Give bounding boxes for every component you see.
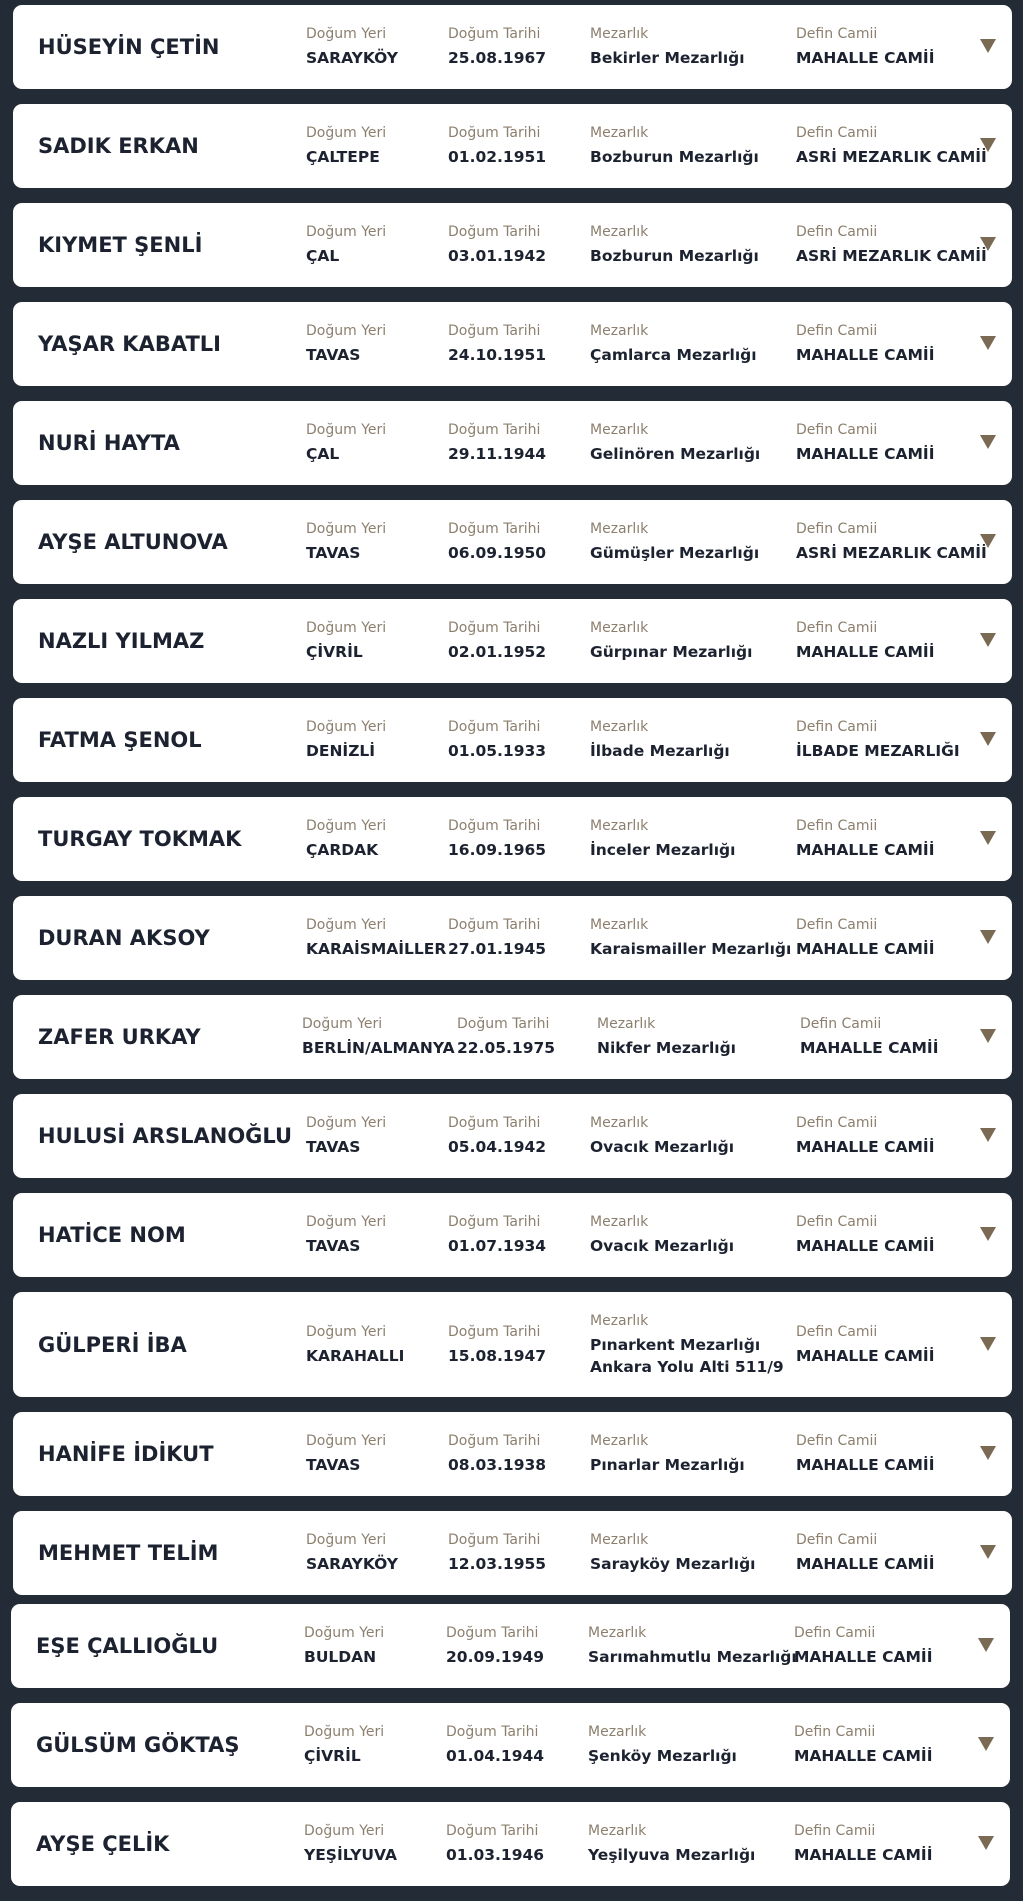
cemetery-value: Yeşilyuva Mezarlığı (588, 1846, 756, 1864)
mosque-label: Defin Camii (796, 719, 878, 735)
birthdate-field (448, 1432, 546, 1476)
expand-arrow-icon[interactable] (978, 1836, 994, 1850)
expand-arrow-icon[interactable] (980, 39, 996, 53)
record-card[interactable] (11, 1703, 1010, 1787)
mosque-value: MAHALLE CAMİİ (796, 841, 935, 859)
record-card[interactable] (13, 1193, 1012, 1277)
birthplace-value: TAVAS (306, 346, 361, 364)
birthdate-field (448, 1531, 546, 1575)
birthdate-value: 01.02.1951 (448, 148, 547, 166)
cemetery-field (590, 421, 760, 465)
record-card[interactable] (13, 401, 1012, 485)
birthdate-field (448, 817, 546, 861)
birthplace-value: ÇALTEPE (306, 148, 380, 166)
birthdate-value: 29.11.1944 (448, 445, 547, 463)
birthdate-field (446, 1822, 544, 1866)
mosque-label: Defin Camii (794, 1724, 876, 1740)
birthplace-label: Doğum Yeri (304, 1625, 385, 1641)
cemetery-label: Mezarlık (590, 1115, 649, 1131)
birthdate-field (448, 124, 546, 168)
cemetery-value: Pınarlar Mezarlığı (590, 1456, 745, 1474)
cemetery-field (590, 1432, 745, 1476)
birthdate-label: Doğum Tarihi (446, 1625, 539, 1641)
deceased-name: HATİCE NOM (38, 1223, 186, 1247)
cemetery-value: Ovacık Mezarlığı (590, 1237, 735, 1255)
birthdate-label: Doğum Tarihi (446, 1724, 539, 1740)
cemetery-label: Mezarlık (588, 1823, 647, 1839)
cemetery-field (590, 25, 745, 69)
mosque-label: Defin Camii (796, 521, 878, 537)
mosque-field (796, 1531, 934, 1575)
cemetery-value: Nikfer Mezarlığı (597, 1039, 736, 1057)
birthplace-label: Doğum Yeri (306, 521, 387, 537)
mosque-label: Defin Camii (796, 1214, 878, 1230)
mosque-label: Defin Camii (796, 125, 878, 141)
cemetery-label: Mezarlık (590, 1433, 649, 1449)
birthplace-value: ÇAL (306, 445, 340, 463)
birthdate-field (448, 322, 546, 366)
birthplace-value: ÇARDAK (306, 841, 379, 859)
birthplace-label: Doğum Yeri (306, 620, 387, 636)
deceased-name: SADIK ERKAN (38, 134, 199, 158)
cemetery-field (588, 1624, 797, 1668)
birthplace-value: ÇAL (306, 247, 340, 265)
deceased-name: HULUSİ ARSLANOĞLU (38, 1124, 293, 1148)
mosque-label: Defin Camii (796, 323, 878, 339)
birthplace-value: ÇİVRİL (304, 1747, 361, 1765)
birthdate-label: Doğum Tarihi (448, 620, 541, 636)
mosque-label: Defin Camii (796, 1433, 878, 1449)
birthdate-value: 01.03.1946 (446, 1846, 545, 1864)
cemetery-label: Mezarlık (590, 26, 649, 42)
birthdate-value: 12.03.1955 (448, 1555, 547, 1573)
cemetery-value: Pınarkent Mezarlığı (590, 1335, 761, 1354)
birthplace-value: ÇİVRİL (306, 643, 363, 661)
birthdate-field (448, 1114, 546, 1158)
cemetery-value: Gelinören Mezarlığı (590, 445, 761, 463)
record-card[interactable] (13, 5, 1012, 89)
birthplace-label: Doğum Yeri (306, 719, 387, 735)
cemetery-label: Mezarlık (590, 620, 649, 636)
mosque-label: Defin Camii (794, 1823, 876, 1839)
mosque-value: MAHALLE CAMİİ (796, 940, 935, 958)
mosque-value: MAHALLE CAMİİ (796, 1237, 935, 1255)
cemetery-field (590, 916, 791, 960)
birthplace-field (306, 916, 446, 960)
mosque-label: Defin Camii (796, 1532, 878, 1548)
birthplace-label: Doğum Yeri (306, 818, 387, 834)
cemetery-label: Mezarlık (590, 224, 649, 240)
mosque-label: Defin Camii (800, 1016, 882, 1032)
birthplace-field (302, 1015, 455, 1059)
cemetery-field (590, 322, 757, 366)
birthdate-label: Doğum Tarihi (448, 125, 541, 141)
birthplace-label: Doğum Yeri (306, 323, 387, 339)
mosque-field (800, 1015, 938, 1059)
birthdate-field (448, 718, 546, 762)
birthdate-field (448, 1323, 546, 1367)
birthdate-value: 27.01.1945 (448, 940, 547, 958)
expand-arrow-icon[interactable] (980, 930, 996, 944)
birthplace-value: SARAYKÖY (306, 49, 398, 67)
birthplace-label: Doğum Yeri (306, 26, 387, 42)
expand-arrow-icon[interactable] (978, 1737, 994, 1751)
birthplace-label: Doğum Yeri (306, 1115, 387, 1131)
cemetery-label: Mezarlık (590, 1312, 649, 1329)
birthplace-field (306, 1114, 386, 1158)
mosque-value: MAHALLE CAMİİ (800, 1039, 939, 1057)
birthdate-value: 06.09.1950 (448, 544, 547, 562)
birthplace-label: Doğum Yeri (306, 1323, 387, 1340)
birthdate-label: Doğum Tarihi (448, 818, 541, 834)
birthplace-label: Doğum Yeri (302, 1016, 383, 1032)
birthplace-field (306, 817, 386, 861)
cemetery-field (590, 520, 759, 564)
mosque-value: ASRİ MEZARLIK CAMİİ (796, 247, 987, 265)
deceased-name: MEHMET TELİM (38, 1541, 219, 1565)
cemetery-value: İlbade Mezarlığı (590, 742, 730, 760)
birthplace-value: YEŞİLYUVA (304, 1846, 397, 1864)
expand-arrow-icon[interactable] (980, 435, 996, 449)
record-card[interactable] (13, 104, 1012, 188)
birthplace-value: BERLİN/ALMANYA (302, 1039, 455, 1057)
cemetery-value: Bozburun Mezarlığı (590, 247, 759, 265)
deceased-name: GÜLSÜM GÖKTAŞ (36, 1733, 240, 1757)
mosque-field (796, 817, 934, 861)
record-card[interactable] (13, 797, 1012, 881)
birthdate-field (448, 421, 546, 465)
birthdate-value: 24.10.1951 (448, 346, 547, 364)
mosque-field (796, 421, 934, 465)
cemetery-label: Mezarlık (590, 1532, 649, 1548)
mosque-label: Defin Camii (796, 1115, 878, 1131)
birthplace-label: Doğum Yeri (306, 1433, 387, 1449)
deceased-name: EŞE ÇALLIOĞLU (36, 1634, 219, 1658)
cemetery-field (590, 619, 752, 663)
record-card[interactable] (13, 698, 1012, 782)
birthplace-value: TAVAS (306, 544, 361, 562)
cemetery-value: Bozburun Mezarlığı (590, 148, 759, 166)
expand-arrow-icon[interactable] (980, 138, 996, 152)
cemetery-label: Mezarlık (590, 1214, 649, 1230)
birthdate-field (448, 619, 546, 663)
birthdate-value: 03.01.1942 (448, 247, 547, 265)
birthdate-field (448, 916, 546, 960)
birthdate-field (448, 223, 546, 267)
birthdate-label: Doğum Tarihi (446, 1823, 539, 1839)
mosque-field (796, 1213, 934, 1257)
expand-arrow-icon[interactable] (980, 633, 996, 647)
cemetery-field (590, 1312, 784, 1378)
mosque-value: MAHALLE CAMİİ (796, 346, 935, 364)
mosque-value: MAHALLE CAMİİ (796, 1346, 935, 1365)
birthplace-value: TAVAS (306, 1237, 361, 1255)
birthdate-label: Doğum Tarihi (448, 1115, 541, 1131)
birthplace-label: Doğum Yeri (306, 1532, 387, 1548)
birthdate-value: 22.05.1975 (457, 1039, 556, 1057)
mosque-field (796, 124, 987, 168)
birthplace-field (306, 718, 386, 762)
cemetery-value: Sarayköy Mezarlığı (590, 1555, 756, 1573)
birthdate-label: Doğum Tarihi (448, 224, 541, 240)
birthplace-field (306, 322, 386, 366)
expand-arrow-icon[interactable] (980, 237, 996, 251)
deceased-name: AYŞE ÇELİK (36, 1832, 170, 1856)
mosque-value: MAHALLE CAMİİ (796, 49, 935, 67)
record-card[interactable] (13, 1292, 1012, 1397)
birthdate-label: Doğum Tarihi (448, 1433, 541, 1449)
deceased-name: NAZLI YILMAZ (38, 629, 205, 653)
birthplace-label: Doğum Yeri (306, 125, 387, 141)
birthdate-value: 02.01.1952 (448, 643, 547, 661)
mosque-label: Defin Camii (796, 1323, 878, 1340)
mosque-value: ASRİ MEZARLIK CAMİİ (796, 148, 987, 166)
record-card[interactable] (13, 896, 1012, 980)
birthdate-field (446, 1723, 544, 1767)
cemetery-field (590, 718, 730, 762)
birthplace-field (304, 1822, 397, 1866)
birthplace-label: Doğum Yeri (306, 422, 387, 438)
expand-arrow-icon[interactable] (980, 831, 996, 845)
cemetery-field (590, 817, 735, 861)
cemetery-label: Mezarlık (590, 422, 649, 438)
birthplace-value: KARAİSMAİLLER (306, 940, 447, 958)
record-card[interactable] (13, 1412, 1012, 1496)
cemetery-field (590, 1114, 734, 1158)
cemetery-label: Mezarlık (590, 719, 649, 735)
birthplace-label: Doğum Yeri (304, 1823, 385, 1839)
deceased-name: GÜLPERİ İBA (38, 1332, 187, 1357)
record-card[interactable] (11, 1604, 1010, 1688)
birthplace-value: DENİZLİ (306, 742, 376, 760)
birthplace-field (304, 1723, 384, 1767)
mosque-value: MAHALLE CAMİİ (796, 1555, 935, 1573)
cemetery-field (597, 1015, 736, 1059)
birthplace-field (306, 124, 386, 168)
record-card[interactable] (13, 599, 1012, 683)
cemetery-label: Mezarlık (590, 917, 649, 933)
deceased-name: FATMA ŞENOL (38, 728, 202, 752)
cemetery-field (590, 124, 759, 168)
record-card[interactable] (13, 1094, 1012, 1178)
cemetery-field (590, 1531, 756, 1575)
mosque-field (796, 1432, 934, 1476)
birthplace-field (306, 1531, 398, 1575)
birthdate-field (446, 1624, 544, 1668)
mosque-field (796, 619, 934, 663)
birthplace-field (306, 520, 386, 564)
mosque-field (796, 223, 987, 267)
birthdate-value: 16.09.1965 (448, 841, 547, 859)
cemetery-field (588, 1822, 755, 1866)
mosque-label: Defin Camii (796, 26, 878, 42)
birthplace-label: Doğum Yeri (306, 224, 387, 240)
record-card[interactable] (13, 500, 1012, 584)
mosque-value: MAHALLE CAMİİ (794, 1747, 933, 1765)
birthdate-field (448, 25, 546, 69)
cemetery-label: Mezarlık (590, 818, 649, 834)
cemetery-value: Karaismailler Mezarlığı (590, 940, 792, 958)
birthplace-field (306, 1323, 404, 1367)
mosque-field (796, 322, 934, 366)
deceased-name: AYŞE ALTUNOVA (38, 530, 228, 554)
deceased-name: KIYMET ŞENLİ (38, 233, 203, 257)
birthdate-label: Doğum Tarihi (448, 1532, 541, 1548)
birthplace-value: SARAYKÖY (306, 1555, 398, 1573)
birthplace-field (306, 1213, 386, 1257)
birthplace-field (306, 223, 386, 267)
birthplace-value: BULDAN (304, 1648, 377, 1666)
birthdate-value: 20.09.1949 (446, 1648, 545, 1666)
birthplace-label: Doğum Yeri (304, 1724, 385, 1740)
mosque-field (796, 520, 987, 564)
cemetery-value: Sarımahmutlu Mezarlığı (588, 1648, 797, 1666)
mosque-label: Defin Camii (796, 917, 878, 933)
mosque-field (794, 1723, 932, 1767)
birthdate-label: Doğum Tarihi (448, 719, 541, 735)
deceased-name: NURİ HAYTA (38, 431, 180, 455)
cemetery-value: İnceler Mezarlığı (590, 841, 736, 859)
cemetery-field (590, 223, 759, 267)
record-card[interactable] (13, 203, 1012, 287)
mosque-label: Defin Camii (796, 224, 878, 240)
deceased-name: DURAN AKSOY (38, 926, 210, 950)
mosque-label: Defin Camii (796, 818, 878, 834)
mosque-label: Defin Camii (794, 1625, 876, 1641)
birthdate-value: 01.04.1944 (446, 1747, 545, 1765)
birthdate-label: Doğum Tarihi (448, 1214, 541, 1230)
cemetery-label: Mezarlık (590, 125, 649, 141)
cemetery-label: Mezarlık (590, 323, 649, 339)
birthdate-field (457, 1015, 555, 1059)
birthdate-label: Doğum Tarihi (448, 422, 541, 438)
birthplace-field (304, 1624, 384, 1668)
birthplace-value: KARAHALLI (306, 1346, 405, 1365)
mosque-value: ASRİ MEZARLIK CAMİİ (796, 544, 987, 562)
deceased-name: ZAFER URKAY (38, 1025, 201, 1049)
birthdate-value: 01.05.1933 (448, 742, 547, 760)
mosque-label: Defin Camii (796, 422, 878, 438)
cemetery-address: Ankara Yolu Alti 511/9 (590, 1357, 784, 1376)
cemetery-label: Mezarlık (588, 1724, 647, 1740)
expand-arrow-icon[interactable] (980, 1227, 996, 1241)
birthdate-label: Doğum Tarihi (448, 323, 541, 339)
cemetery-value: Şenköy Mezarlığı (588, 1747, 737, 1765)
birthplace-value: TAVAS (306, 1138, 361, 1156)
birthdate-value: 08.03.1938 (448, 1456, 547, 1474)
mosque-field (794, 1822, 932, 1866)
record-card[interactable] (11, 1802, 1010, 1886)
mosque-field (796, 25, 934, 69)
deceased-name: HÜSEYİN ÇETİN (38, 35, 220, 59)
expand-arrow-icon[interactable] (980, 1446, 996, 1460)
cemetery-label: Mezarlık (588, 1625, 647, 1641)
cemetery-value: Bekirler Mezarlığı (590, 49, 745, 67)
record-card[interactable] (13, 995, 1012, 1079)
birthdate-label: Doğum Tarihi (457, 1016, 550, 1032)
mosque-field (796, 718, 960, 762)
expand-arrow-icon[interactable] (980, 1029, 996, 1043)
birthdate-label: Doğum Tarihi (448, 521, 541, 537)
cemetery-field (590, 1213, 734, 1257)
mosque-label: Defin Camii (796, 620, 878, 636)
mosque-field (794, 1624, 932, 1668)
expand-arrow-icon[interactable] (980, 732, 996, 746)
birthplace-label: Doğum Yeri (306, 917, 387, 933)
mosque-value: MAHALLE CAMİİ (796, 445, 935, 463)
birthplace-field (306, 619, 386, 663)
birthplace-label: Doğum Yeri (306, 1214, 387, 1230)
expand-arrow-icon[interactable] (980, 1337, 996, 1351)
birthdate-label: Doğum Tarihi (448, 26, 541, 42)
mosque-value: MAHALLE CAMİİ (796, 1456, 935, 1474)
cemetery-field (588, 1723, 737, 1767)
birthplace-field (306, 25, 398, 69)
mosque-field (796, 1114, 934, 1158)
cemetery-label: Mezarlık (590, 521, 649, 537)
birthplace-value: TAVAS (306, 1456, 361, 1474)
cemetery-value: Gürpınar Mezarlığı (590, 643, 753, 661)
expand-arrow-icon[interactable] (980, 336, 996, 350)
mosque-value: MAHALLE CAMİİ (794, 1648, 933, 1666)
record-card[interactable] (13, 302, 1012, 386)
cemetery-value: Gümüşler Mezarlığı (590, 544, 760, 562)
birthdate-value: 15.08.1947 (448, 1346, 547, 1365)
mosque-field (796, 916, 934, 960)
mosque-value: MAHALLE CAMİİ (794, 1846, 933, 1864)
cemetery-label: Mezarlık (597, 1016, 656, 1032)
expand-arrow-icon[interactable] (980, 1545, 996, 1559)
birthdate-value: 25.08.1967 (448, 49, 547, 67)
deceased-name: TURGAY TOKMAK (38, 827, 242, 851)
deceased-name: HANİFE İDİKUT (38, 1442, 214, 1466)
birthdate-value: 01.07.1934 (448, 1237, 547, 1255)
birthdate-field (448, 520, 546, 564)
birthplace-field (306, 421, 386, 465)
deceased-name: YAŞAR KABATLI (38, 332, 221, 356)
mosque-field (796, 1323, 934, 1367)
mosque-value: MAHALLE CAMİİ (796, 643, 935, 661)
mosque-value: MAHALLE CAMİİ (796, 1138, 935, 1156)
birthplace-field (306, 1432, 386, 1476)
expand-arrow-icon[interactable] (980, 1128, 996, 1142)
cemetery-value: Ovacık Mezarlığı (590, 1138, 735, 1156)
birthdate-label: Doğum Tarihi (448, 1323, 541, 1340)
expand-arrow-icon[interactable] (980, 534, 996, 548)
cemetery-value: Çamlarca Mezarlığı (590, 346, 757, 364)
record-card[interactable] (13, 1511, 1012, 1595)
birthdate-value: 05.04.1942 (448, 1138, 547, 1156)
birthdate-label: Doğum Tarihi (448, 917, 541, 933)
mosque-value: İLBADE MEZARLIĞI (796, 742, 960, 760)
expand-arrow-icon[interactable] (978, 1638, 994, 1652)
birthdate-field (448, 1213, 546, 1257)
